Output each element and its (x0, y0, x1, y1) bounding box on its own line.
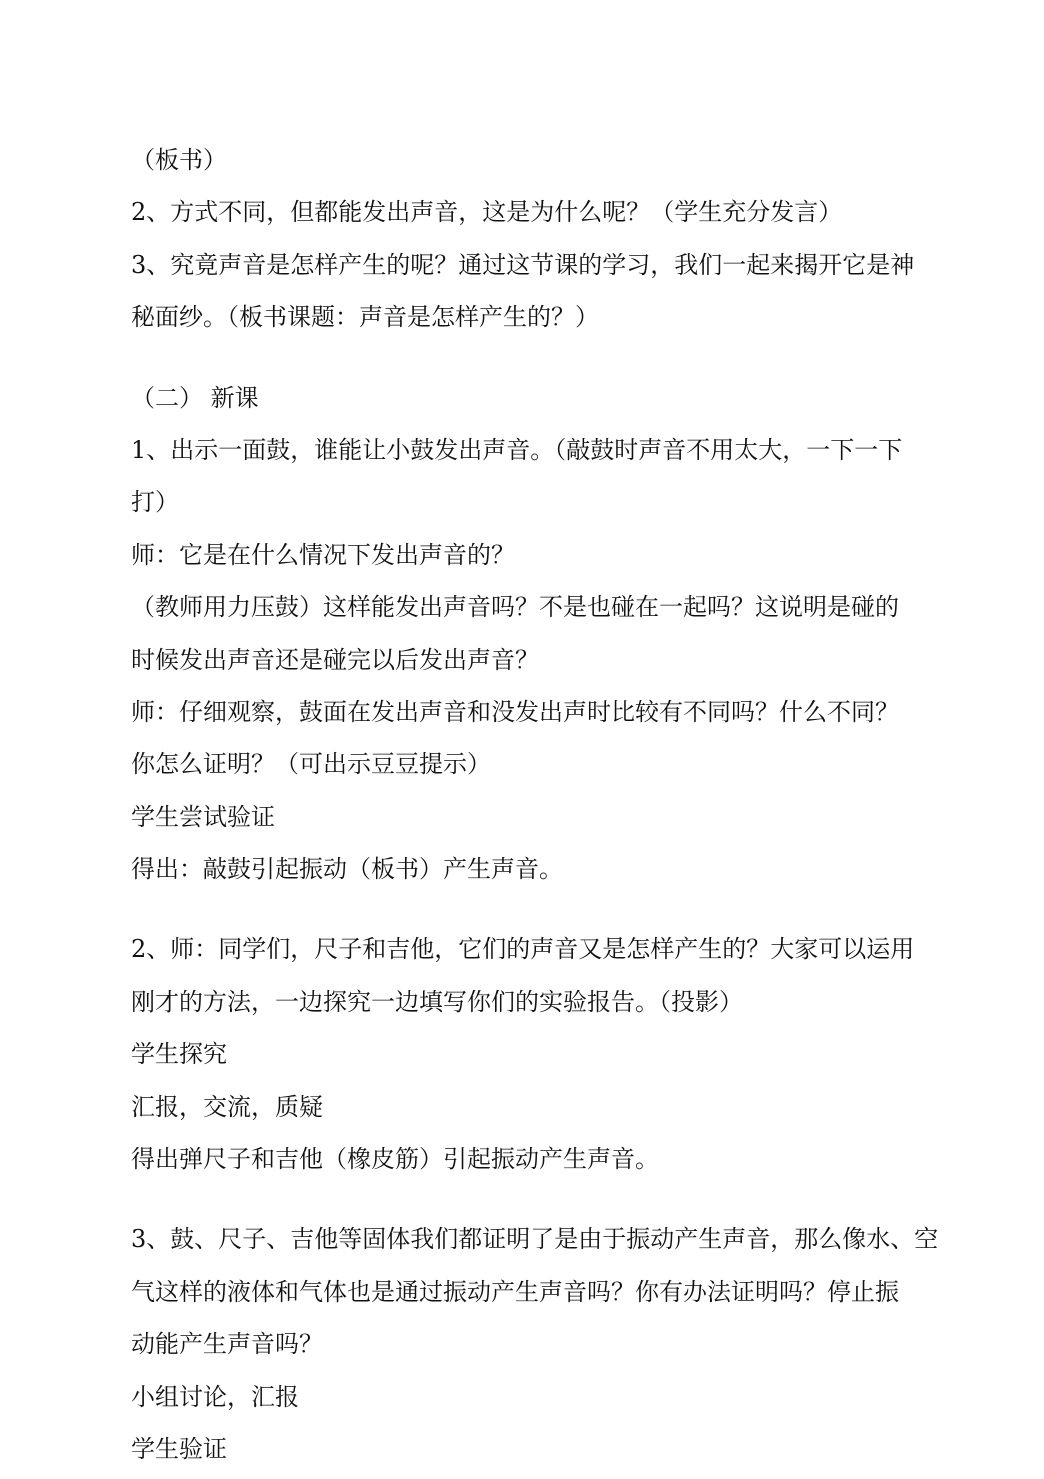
paragraph-gap (131, 899, 921, 927)
text-line: 动能产生声音吗？ (131, 1330, 323, 1359)
text-line: 时候发出声音还是碰完以后发出声音？ (131, 645, 539, 674)
text-line: 师：它是在什么情况下发出声音的？ (131, 540, 515, 569)
text-line: 学生探究 (131, 1040, 227, 1069)
text-line: 你怎么证明？（可出示豆豆提示） (131, 750, 491, 779)
text-line: 汇报，交流，质疑 (131, 1092, 323, 1121)
text-line: 小组讨论，汇报 (131, 1382, 299, 1411)
text-line: 得出：敲鼓引起振动（板书）产生声音。 (131, 855, 563, 884)
text-line: 打） (131, 488, 179, 517)
paragraph-gap (131, 1189, 921, 1217)
text-line: 秘面纱。（板书课题：声音是怎样产生的？） (131, 303, 599, 332)
text-line: （板书） (131, 146, 227, 174)
section-heading: （二） 新课 (131, 383, 259, 412)
text-line: 学生验证 (131, 1434, 227, 1463)
text-line: 3、鼓、尺子、吉他等固体我们都证明了是由于振动产生声音，那么像水、空 (131, 1225, 939, 1254)
text-line: 得出弹尺子和吉他（橡皮筋）引起振动产生声音。 (131, 1145, 659, 1174)
text-line: 气这样的液体和气体也是通过振动产生声音吗？你有办法证明吗？停止振 (131, 1277, 899, 1306)
text-line: （教师用力压鼓）这样能发出声音吗？不是也碰在一起吗？这说明是碰的 (131, 593, 899, 622)
text-line: 2、方式不同，但都能发出声音，这是为什么呢？（学生充分发言） (131, 198, 843, 227)
text-line: 1、出示一面鼓，谁能让小鼓发出声音。（敲鼓时声音不用太大，一下一下 (131, 435, 903, 464)
document-body (131, 138, 939, 1479)
text-line: 2、师：同学们，尺子和吉他，它们的声音又是怎样产生的？大家可以运用 (131, 935, 915, 964)
text-line: 刚才的方法，一边探究一边填写你们的实验报告。（投影） (131, 987, 743, 1016)
text-line: 3、究竟声音是怎样产生的呢？通过这节课的学习，我们一起来揭开它是神 (131, 250, 915, 279)
text-line: 学生尝试验证 (131, 802, 275, 831)
paragraph-gap (131, 348, 921, 376)
text-line: 师：仔细观察，鼓面在发出声音和没发出声时比较有不同吗？什么不同？ (131, 697, 899, 726)
